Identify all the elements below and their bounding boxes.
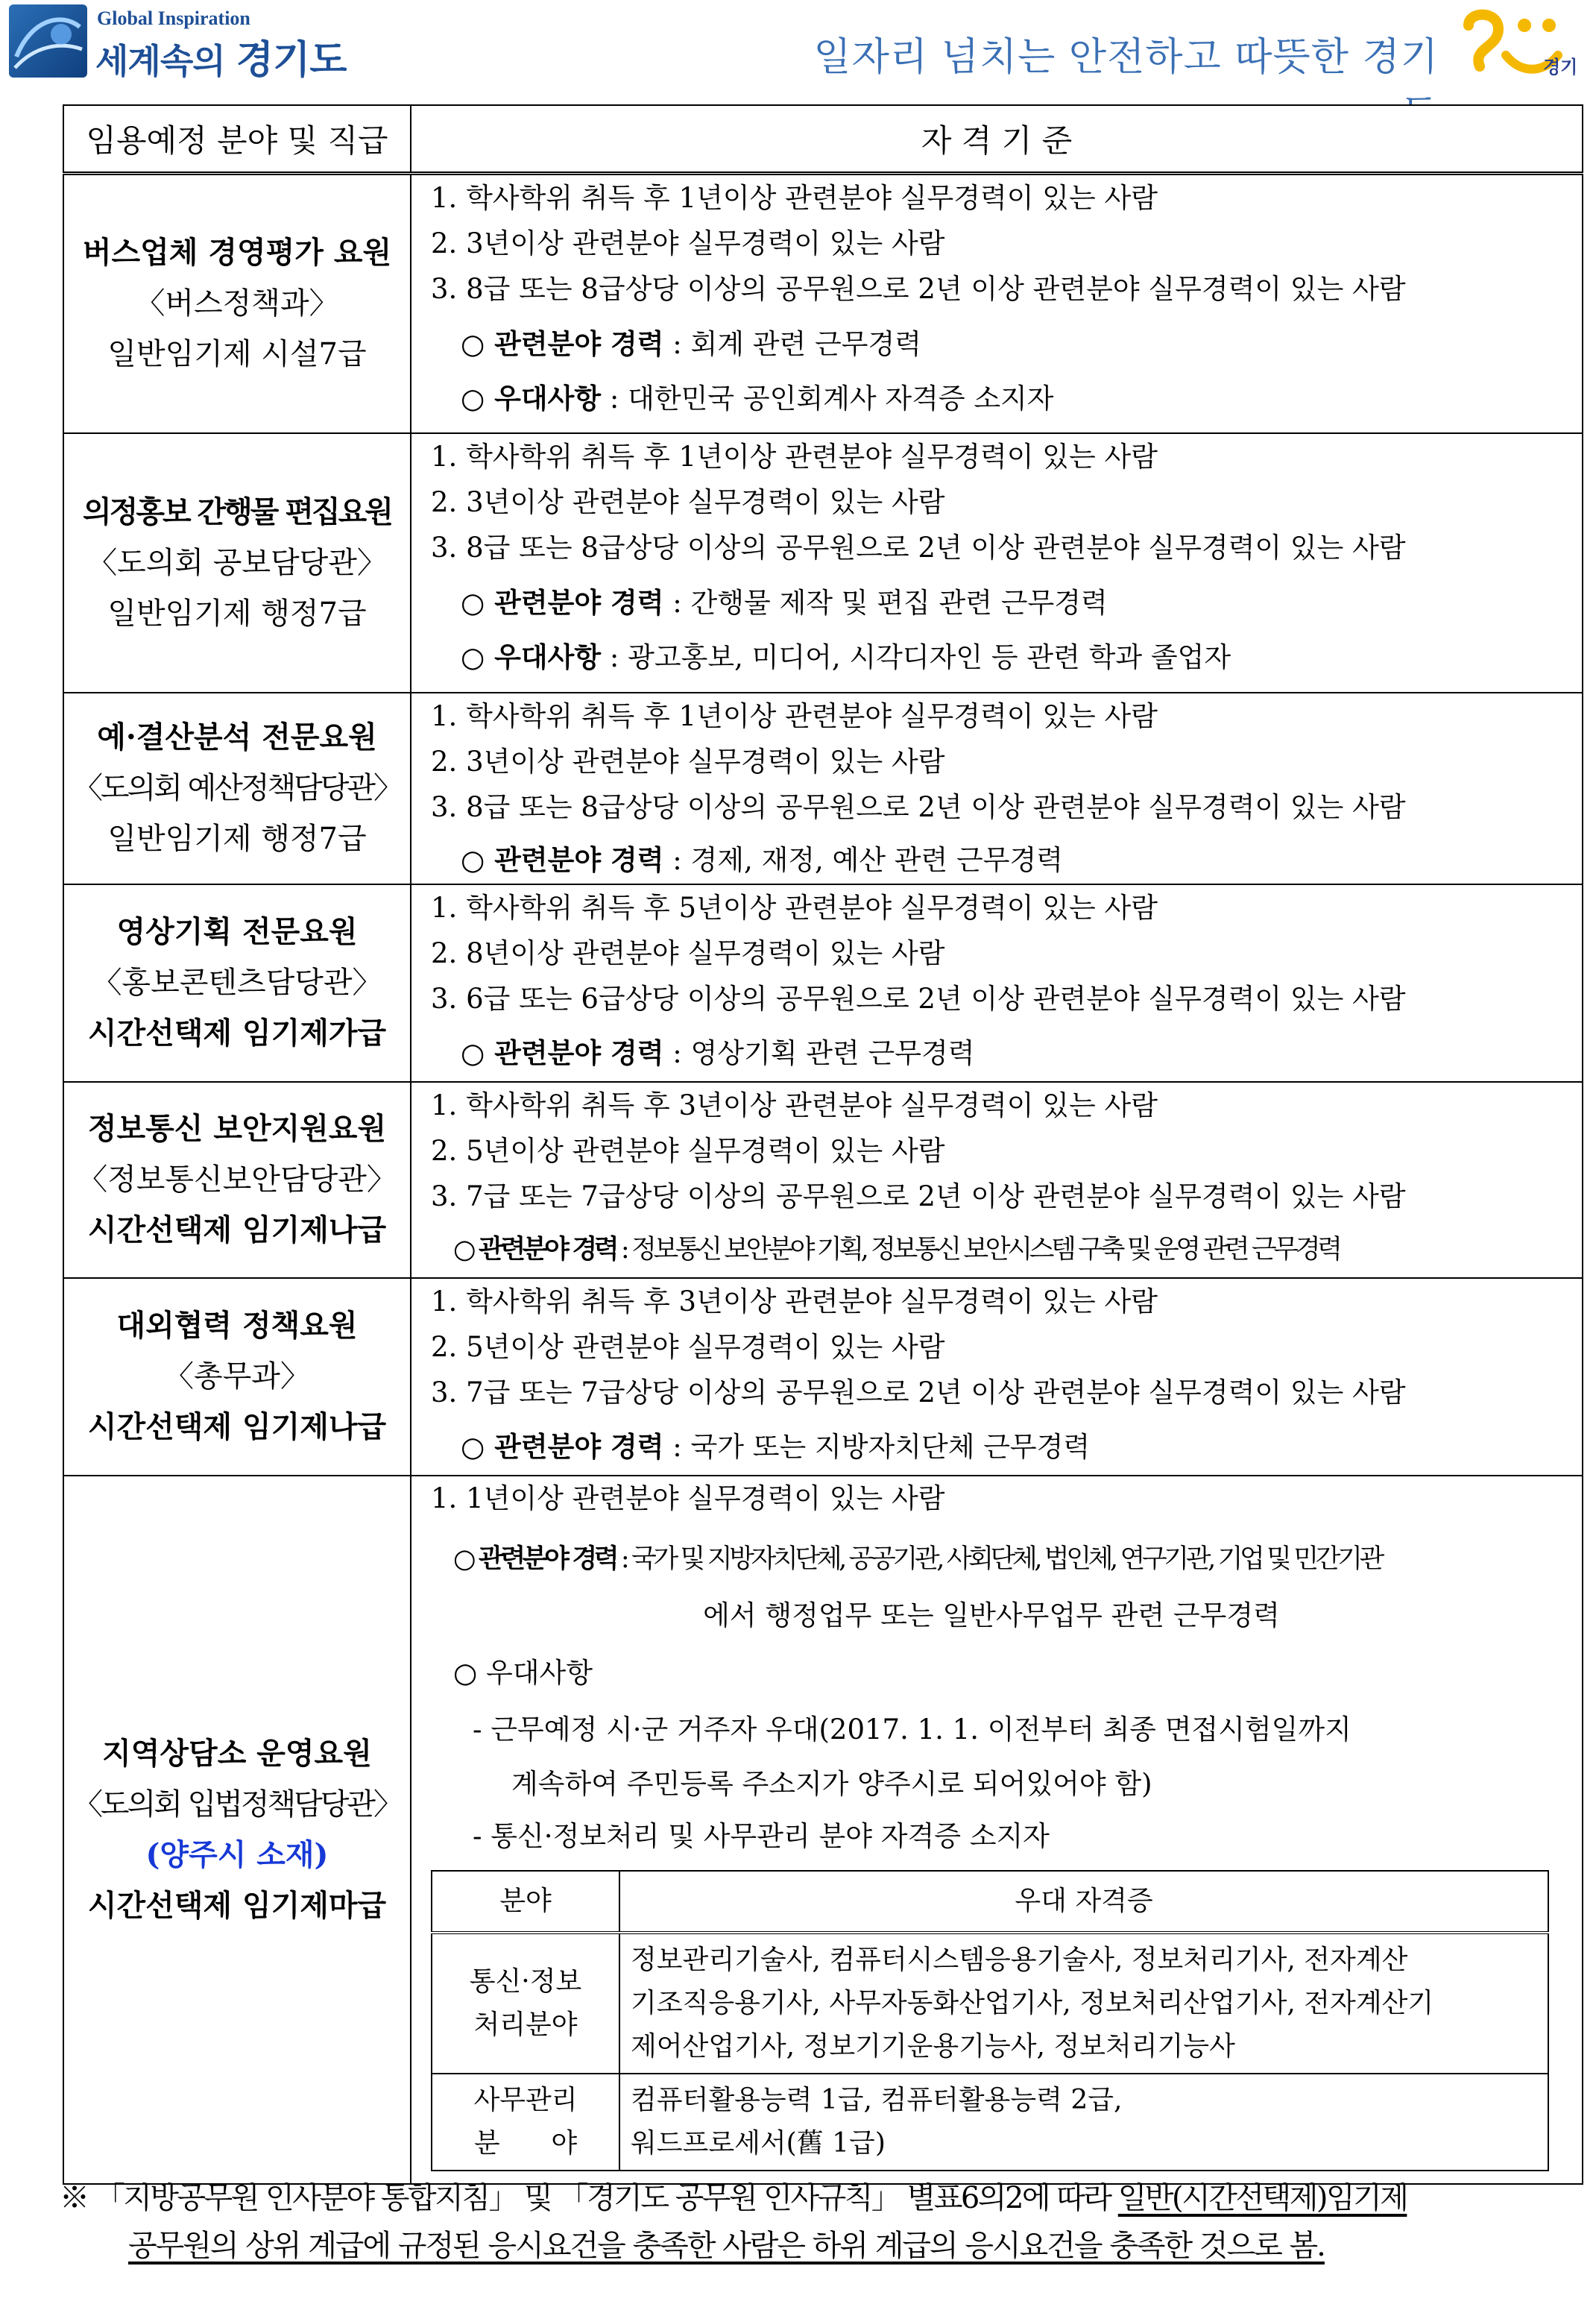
logo-title-a: 세계속의: [95, 41, 236, 81]
inner-cert-line: 제어산업기사, 정보기기운용기능사, 정보처리기능사: [631, 2030, 1235, 2062]
position-title: 대외협력 정책요원: [116, 1308, 358, 1343]
position-title: 지역상담소 운영요원: [102, 1735, 372, 1771]
inner-cert-line: 기조직응용기사, 사무자동화산업기사, 정보처리산업기사, 전자계산기: [631, 1987, 1434, 2018]
preference-item: - 근무예정 시·군 거주자 우대(2017. 1. 1. 이전부터 최종 면접시험일까지: [473, 1713, 1351, 1746]
criteria-cell: [411, 174, 1583, 433]
experience-text: : 국가 또는 지방자치단체 근무경력: [663, 1430, 1091, 1463]
requirement: 3. 6급 또는 6급상당 이상의 공무원으로 2년 이상 관련분야 실무경력이 있는 사람: [431, 982, 1406, 1015]
inner-field-line: 통신·정보: [469, 1965, 582, 1997]
experience-label: ○ 관련분야 경력: [461, 585, 664, 619]
experience-label: ○ 관련분야 경력: [461, 843, 664, 876]
table-row: [63, 1082, 1583, 1278]
position-grade: 일반임기제 행정7급: [107, 596, 367, 631]
preference: [431, 376, 1582, 421]
inner-cert-cell: [619, 2074, 1548, 2171]
table-header-row: [63, 105, 1583, 174]
experience-label: ○ 관련분야 경력: [453, 1233, 616, 1265]
inner-row: [432, 1933, 1548, 2074]
requirement: 1. 학사학위 취득 후 3년이상 관련분야 실무경력이 있는 사람: [431, 1285, 1158, 1318]
position-title: 의정홍보 간행물 편집요원: [83, 494, 391, 529]
position-dept: 〈총무과〉: [164, 1359, 310, 1394]
footnote-text: ※ 「지방공무원 인사분야 통합지침」 및 「경기도 공무원 인사규칙」 별표6의2에 따라: [60, 2181, 1118, 2215]
position-cell: [63, 174, 411, 433]
experience-text: : 회계 관련 근무경력: [663, 328, 921, 360]
requirement: 1. 학사학위 취득 후 1년이상 관련분야 실무경력이 있는 사람: [431, 182, 1158, 214]
inner-cert-cell: [619, 1933, 1548, 2074]
requirement: 3. 7급 또는 7급상당 이상의 공무원으로 2년 이상 관련분야 실무경력이 있는 사람: [431, 1376, 1406, 1409]
requirement: 1. 학사학위 취득 후 1년이상 관련분야 실무경력이 있는 사람: [431, 699, 1158, 732]
requirement: 3. 8급 또는 8급상당 이상의 공무원으로 2년 이상 관련분야 실무경력이 있는 사람: [431, 790, 1406, 823]
position-dept: 〈도의회 입법정책담당관〉: [72, 1787, 402, 1822]
preference-text: : 광고홍보, 미디어, 시각디자인 등 관련 학과 졸업자: [601, 641, 1231, 673]
related-experience: [431, 830, 1582, 884]
experience-label: ○ 관련분야 경력: [461, 327, 664, 360]
position-title: 버스업체 경영평가 요원: [82, 235, 392, 271]
position-grade: 일반임기제 행정7급: [107, 822, 367, 856]
related-experience: [431, 1532, 1582, 1587]
experience-text: : 영상기획 관련 근무경력: [663, 1036, 975, 1069]
requirement: 3. 8급 또는 8급상당 이상의 공무원으로 2년 이상 관련분야 실무경력이 있는 사람: [431, 273, 1406, 305]
position-cell: [63, 1082, 411, 1278]
inner-field-cell: [432, 2074, 619, 2171]
related-experience: [431, 312, 1582, 376]
logo-title: [95, 28, 346, 84]
position-dept: 〈정보통신보안담당관〉: [78, 1162, 397, 1197]
requirement: 2. 3년이상 관련분야 실무경력이 있는 사람: [431, 745, 945, 778]
table-row: [63, 1278, 1583, 1476]
position-cell: [63, 1476, 411, 2184]
criteria-cell: [411, 1476, 1583, 2184]
preference-item-cont: 계속하여 주민등록 주소지가 양주시로 되어있어야 함): [511, 1767, 1152, 1800]
inner-col-field: 분야: [432, 1871, 619, 1933]
requirement: 1. 1년이상 관련분야 실무경력이 있는 사람: [431, 1482, 945, 1514]
position-title: 정보통신 보안지원요원: [87, 1111, 387, 1146]
preference-label: ○ 우대사항: [461, 640, 602, 673]
table-row: [63, 433, 1583, 693]
experience-label: ○ 관련분야 경력: [453, 1543, 616, 1574]
preference-label: ○ 우대사항: [453, 1656, 593, 1689]
position-dept: 〈도의회 공보담당관〉: [87, 545, 387, 580]
logo-title-b: 경기도: [236, 38, 347, 83]
preference-item: - 통신·정보처리 및 사무관리 분야 자격증 소지자: [473, 1819, 1050, 1852]
position-cell: [63, 433, 411, 693]
requirement: 1. 학사학위 취득 후 1년이상 관련분야 실무경력이 있는 사람: [431, 440, 1158, 473]
experience-text: : 간행물 제작 및 편집 관련 근무경력: [663, 586, 1108, 619]
requirement: 1. 학사학위 취득 후 5년이상 관련분야 실무경력이 있는 사람: [431, 891, 1158, 924]
inner-field-line: 사무관리: [473, 2084, 578, 2115]
gyeonggi-logo-icon: [9, 4, 87, 78]
table-row: [63, 174, 1583, 433]
footnote: [60, 2174, 1595, 2270]
preference: [431, 635, 1582, 680]
position-grade: 시간선택제 임기제가급: [87, 1016, 387, 1051]
inner-cert-line: 컴퓨터활용능력 1급, 컴퓨터활용능력 2급,: [631, 2084, 1123, 2115]
col-header-criteria: 자 격 기 준: [411, 105, 1583, 174]
position-cell: [63, 884, 411, 1082]
inner-cert-line: 워드프로세서(舊 1급): [631, 2127, 886, 2159]
footnote-underlined: 일반(시간선택제)임기제: [1117, 2181, 1407, 2215]
table-row: [63, 693, 1583, 884]
brand-text: 경기: [1543, 57, 1578, 78]
experience-label: ○ 관련분야 경력: [461, 1429, 664, 1463]
position-title: 예·결산분석 전문요원: [97, 720, 377, 755]
position-grade: 시간선택제 임기제나급: [87, 1212, 387, 1247]
requirement: 2. 3년이상 관련분야 실무경력이 있는 사람: [431, 227, 945, 259]
experience-label: ○ 관련분야 경력: [461, 1036, 664, 1069]
experience-text: : 국가 및 지방자치단체, 공공기관, 사회단체, 법인체, 연구기관, 기업 및 민간기관: [616, 1543, 1381, 1574]
criteria-cell: [411, 1082, 1583, 1278]
requirement: 3. 8급 또는 8급상당 이상의 공무원으로 2년 이상 관련분야 실무경력이 있는 사람: [431, 531, 1406, 564]
preference-text: : 대한민국 공인회계사 자격증 소지자: [601, 383, 1054, 415]
preference-label: ○ 우대사항: [461, 382, 602, 415]
inner-header-row: [432, 1871, 1548, 1933]
logo-subtitle: Global Inspiration: [97, 7, 250, 29]
related-experience: [431, 570, 1582, 635]
inner-cert-line: 정보관리기술사, 컴퓨터시스템응용기술사, 정보처리기사, 전자계산: [631, 1944, 1408, 1975]
requirement: 3. 7급 또는 7급상당 이상의 공무원으로 2년 이상 관련분야 실무경력이 있는 사람: [431, 1180, 1406, 1212]
requirement: 1. 학사학위 취득 후 3년이상 관련분야 실무경력이 있는 사람: [431, 1089, 1158, 1121]
criteria-cell: [411, 433, 1583, 693]
footnote-line1: [60, 2174, 1595, 2222]
inner-field-cell: [432, 1933, 619, 2074]
position-dept: 〈버스정책과〉: [135, 286, 339, 321]
position-cell: [63, 693, 411, 884]
page-header: [0, 0, 1596, 88]
criteria-cell: [411, 884, 1583, 1082]
inner-row: [432, 2074, 1548, 2171]
table-row: [63, 884, 1583, 1082]
related-experience: [431, 1415, 1582, 1475]
col-header-position: 임용예정 분야 및 직급: [63, 105, 411, 174]
related-experience: [431, 1219, 1582, 1277]
position-grade: 시간선택제 임기제나급: [87, 1409, 387, 1444]
criteria-cell: [411, 693, 1583, 884]
position-title: 영상기획 전문요원: [116, 914, 358, 949]
position-dept: 〈도의회 예산정책담당관〉: [72, 771, 402, 805]
inner-field-line: 분 야: [473, 2127, 578, 2159]
table-row: [63, 1476, 1583, 2184]
criteria-cell: [411, 1278, 1583, 1476]
experience-text: : 정보통신 보안분야 기획, 정보통신 보안시스템 구축 및 운영 관련 근무경력: [616, 1234, 1340, 1265]
inner-col-cert: 우대 자격증: [619, 1871, 1548, 1933]
requirement: 2. 5년이상 관련분야 실무경력이 있는 사람: [431, 1134, 945, 1167]
position-grade: 시간선택제 임기제마급: [87, 1887, 387, 1923]
position-grade: 일반임기제 시설7급: [107, 337, 367, 372]
experience-text-cont: 에서 행정업무 또는 일반사무업무 관련 근무경력: [703, 1599, 1280, 1631]
requirement: 2. 3년이상 관련분야 실무경력이 있는 사람: [431, 485, 945, 518]
requirement: 2. 5년이상 관련분야 실무경력이 있는 사람: [431, 1330, 945, 1363]
position-dept: 〈홍보콘텐츠담당관〉: [92, 966, 382, 1000]
requirement: 2. 8년이상 관련분야 실무경력이 있는 사람: [431, 937, 945, 969]
inner-field-line: 처리분야: [473, 2009, 578, 2040]
experience-text: : 경제, 재정, 예산 관련 근무경력: [663, 843, 1063, 876]
qualification-table: [63, 104, 1583, 2185]
footnote-line2: 공무원의 상위 계급에 규정된 응시요건을 충족한 사람은 하위 계급의 응시요건을 충족한 것으로 봄.: [128, 2229, 1325, 2263]
preferred-certificate-table: [431, 1870, 1549, 2171]
position-cell: [63, 1278, 411, 1476]
position-location: (양주시 소재): [145, 1837, 329, 1872]
related-experience: [431, 1022, 1582, 1081]
slogan: 일자리 넘치는 안전하고 따뜻한 경기: [813, 35, 1439, 80]
